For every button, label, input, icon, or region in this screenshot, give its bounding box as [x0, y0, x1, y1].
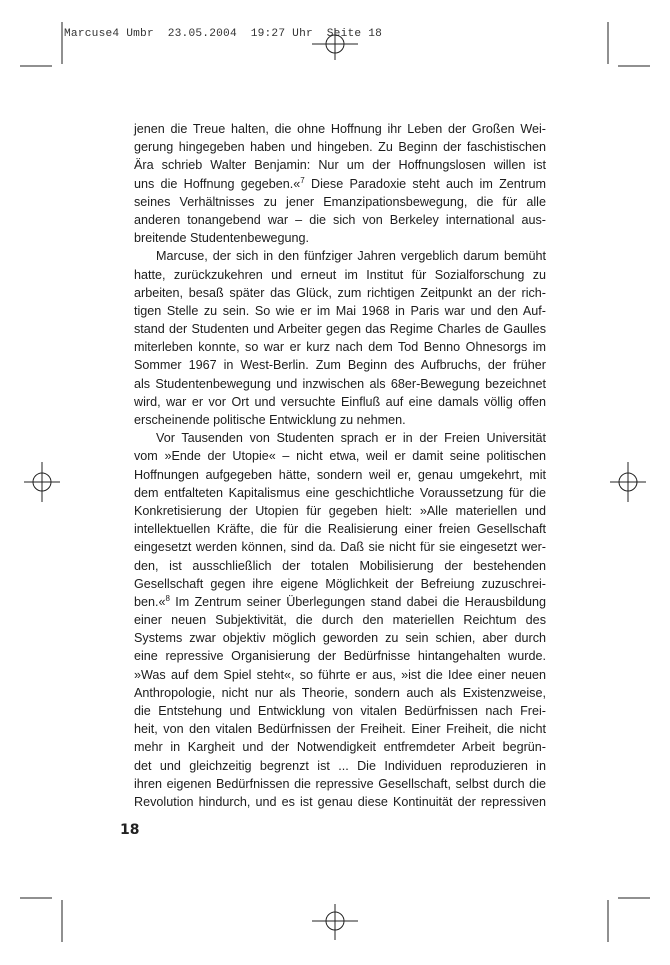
- footnote-ref: 7: [300, 175, 305, 185]
- text-line: uns die Hoffnung gegeben.«$^7$ Diese Paradoxie steht auch im Zentrum: [134, 175, 546, 191]
- text-line: Marcuse, der sich in den fünfziger Jahren vergeblich darum bemüht: [156, 249, 546, 264]
- text-line: jenen die Treue halten, die ohne Hoffnung ihr Leben der Großen Wei-: [134, 122, 546, 136]
- text-line: Systems zwar objektiv möglich geworden zu sein schien, aber durch: [134, 631, 546, 646]
- text-line: Konkretisierung der Utopien für gegeben hielt: »Alle materiellen und: [134, 503, 546, 518]
- text-line: den, ist ausschließlich der totalen Mobilisierung der bestehenden: [134, 558, 546, 573]
- text-line: gerung hingegeben haben und hingeben. Zu Beginn der faschistischen: [134, 140, 546, 155]
- slug-page: Seite 18: [326, 28, 383, 40]
- text-line: dem entfalteten Kapitalismus eine geschichtliche Voraussetzung für die: [134, 485, 546, 500]
- text-line: tigen Stelle zu sein. So wie er im Mai 1968 in Paris war und den Auf-: [134, 303, 546, 318]
- text-line: als Studentenbewegung und inzwischen als 68er-Bewegung bezeichnet: [134, 376, 546, 391]
- text-line: arbeiten, besaß später das Glück, zum richtigen Zeitpunkt an der rich-: [134, 285, 546, 300]
- registration-mark-top: [312, 28, 358, 60]
- text-line: eine repressive Organisierung der Bedürfnisse hintangehalten wurde.: [134, 649, 546, 664]
- text-line: einer neuen Subjektivität, die durch den materiellen Reichtum des: [134, 613, 546, 628]
- text-line: eingesetzt werden können, sind da. Daß sie nicht für sie eingesetzt wer-: [134, 540, 546, 555]
- text-line: heit, von den vitalen Bedürfnissen der Freiheit. Einer Freiheit, die nicht: [134, 722, 546, 737]
- text-line: Hoffnungen aufgegeben hätte, sondern weil er, genau umgekehrt, mit: [134, 467, 546, 482]
- page-number: 18: [120, 822, 140, 838]
- text-line: »Was auf dem Spiel steht«, so führte er aus, »ist die Idee einer neuen: [134, 667, 546, 682]
- footnote-ref: 8: [165, 593, 170, 603]
- text-line: miterleben konnte, so war er kurz nach dem Tod Benno Ohnesorgs im: [134, 340, 546, 355]
- text-line: seines Verhältnisses zu jener Emanzipationsbewegung, die für alle: [134, 194, 546, 209]
- text-line: mehr in Kargheit und der Notwendigkeit entfremdeter Arbeit begrün-: [134, 740, 546, 755]
- text-line: Revolution hindurch, und es ist genau diese Kontinuität der repressiven: [134, 794, 546, 809]
- text-line: Anthropologie, nicht nur als Theorie, sondern auch als Existenzweise,: [134, 685, 546, 700]
- text-line: anderen tonangebend war – die sich von Berkeley international aus-: [134, 212, 546, 227]
- text-line: erscheinende politische Entwicklung zu nehmen.: [134, 413, 406, 427]
- slug-time: 19:27 Uhr: [250, 28, 313, 40]
- text-line: wird, war er vor Ort und versuchte Einfluß auf eine damals völlig offen: [134, 394, 546, 409]
- text-line: det und gleichzeitig begrenzt ist ... Die Individuen reproduzieren in: [134, 758, 546, 773]
- registration-mark-bottom: [312, 904, 358, 940]
- slug-date: 23.05.2004: [167, 28, 237, 40]
- text-line: Ära schrieb Walter Benjamin: Nur um der Hoffnungslosen willen ist: [134, 158, 546, 173]
- text-line: vom »Ende der Utopie« – nicht etwa, weil er damit seine politischen: [134, 449, 546, 464]
- text-line: Gesellschaft gegen ihre eigene Möglichkeit der Befreiung zuzuschrei-: [134, 576, 546, 591]
- body-text: [134, 120, 546, 811]
- text-line: Vor Tausenden von Studenten sprach er in der Freien Universität: [156, 431, 546, 446]
- text-line: Sommer 1967 in West-Berlin. Zum Beginn des Aufbruchs, der früher: [134, 358, 546, 373]
- text-line: ihren eigenen Bedürfnissen die repressive Gesellschaft, selbst durch die: [134, 776, 546, 791]
- text-line: breitende Studentenbewegung.: [134, 231, 310, 246]
- text-line: ben.«$^8$ Im Zentrum seiner Überlegungen stand dabei die Herausbildung: [134, 593, 546, 609]
- registration-mark-right: [610, 462, 646, 502]
- text-line: die Entstehung und Entwicklung von vitalen Bedürfnissen nach Frei-: [134, 704, 546, 718]
- registration-mark-left: [24, 462, 60, 502]
- text-line: stand der Studenten und Arbeiter gegen das Regime Charles de Gaulles: [134, 322, 546, 337]
- slug-file: Marcuse4 Umbr: [64, 28, 154, 40]
- text-line: intellektuellen Kräfte, die für die Realisierung einer freien Gesellschaft: [134, 522, 546, 537]
- text-line: hatte, zurückzukehren und erneut im Institut für Sozialforschung zu: [134, 267, 546, 282]
